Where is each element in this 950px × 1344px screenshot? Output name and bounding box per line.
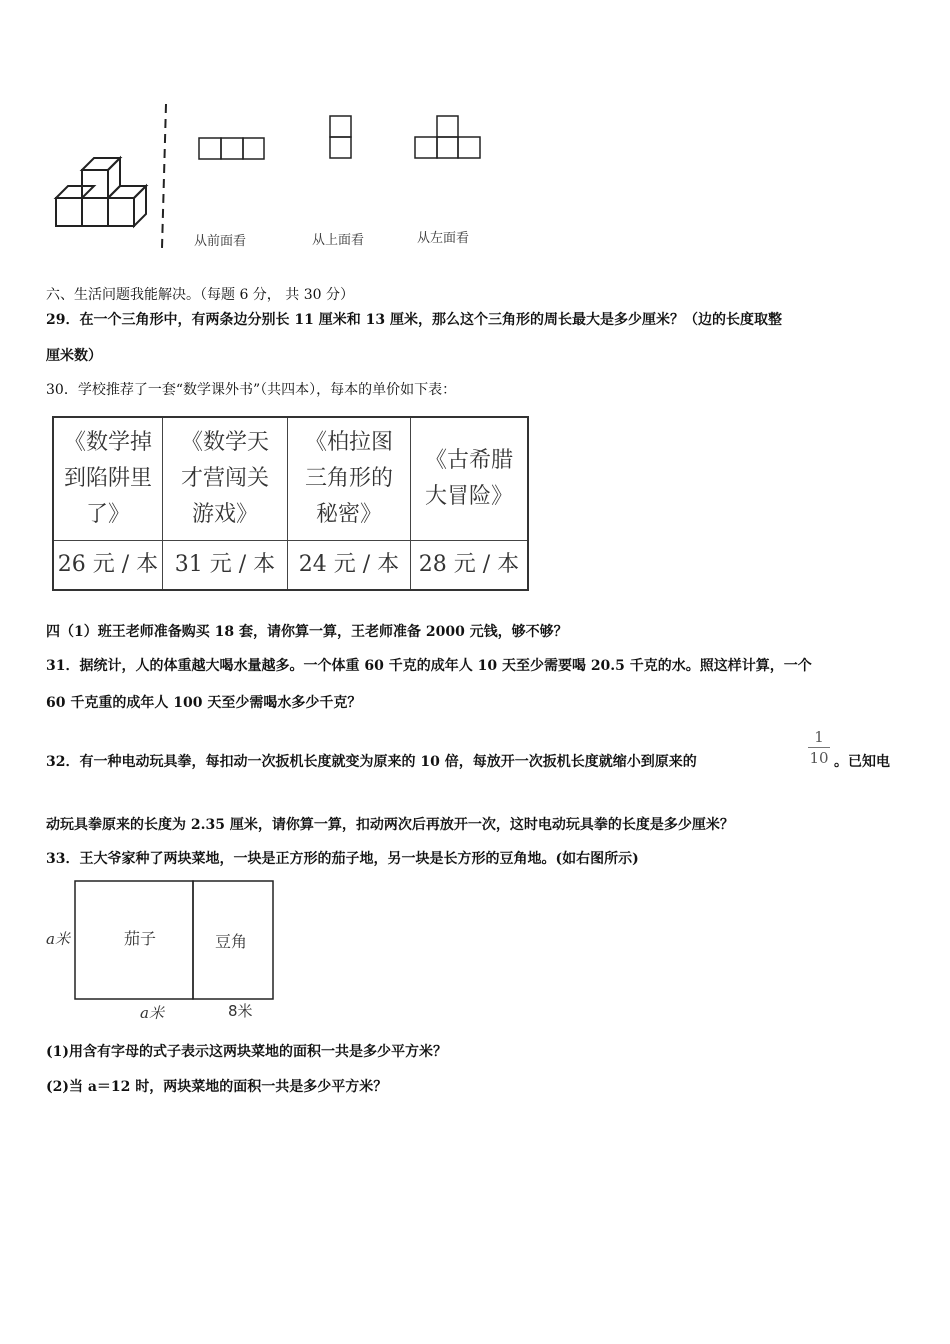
q32-line1-b: 。已知电 bbox=[834, 754, 890, 770]
top-view-shape bbox=[330, 116, 351, 158]
q32-line2: 动玩具拳原来的长度为 2.35 厘米，请你算一算，扣动两次后再放开一次，这时电动玩具拳的长度是多少厘米？ bbox=[46, 817, 734, 833]
q33-line1: 33．王大爷家种了两块菜地，一块是正方形的茄子地，另一块是长方形的豆角地。(如右图所示) bbox=[46, 851, 639, 867]
book3-line1: 《柏拉图 bbox=[304, 430, 393, 455]
price-cell: 24 元 / 本 bbox=[288, 541, 411, 591]
left-view-caption: 从左面看 bbox=[417, 231, 470, 246]
q32-line1-a: 32．有一种电动玩具拳，每扣动一次扳机长度就变为原来的 10 倍，每放开一次扳机长度就缩小到原来的 bbox=[46, 754, 697, 770]
book-name-cell bbox=[288, 417, 411, 541]
q31-line2: 60 千克重的成年人 100 天至少需喝水多少千克？ bbox=[46, 695, 362, 711]
book1-line3: 了》 bbox=[85, 502, 130, 527]
book1-line2: 到陷阱里 bbox=[63, 466, 152, 491]
book2-line1: 《数学天 bbox=[180, 430, 269, 455]
book3-line3: 秘密》 bbox=[315, 502, 382, 527]
q33-sub1: (1)用含有字母的式子表示这两块菜地的面积一共是多少平方米？ bbox=[46, 1044, 447, 1060]
fraction-one-tenth bbox=[808, 728, 830, 767]
price-cell: 26 元 / 本 bbox=[53, 541, 163, 591]
book-names-row bbox=[53, 417, 528, 541]
diagram-left-label: a米 bbox=[46, 930, 70, 948]
front-view-caption: 从前面看 bbox=[194, 234, 247, 249]
q33-sub2: (2)当 a＝12 时，两块菜地的面积一共是多少平方米？ bbox=[46, 1079, 388, 1095]
q31-line1: 31．据统计，人的体重越大喝水量越多。一个体重 60 千克的成年人 10 天至少需要喝 20.5 千克的水。照这样计算，一个 bbox=[46, 658, 812, 674]
cube-stack bbox=[56, 158, 146, 226]
section-heading: 六、生活问题我能解决。（每题 6 分， 共 30 分） bbox=[46, 287, 354, 303]
book1-line1: 《数学掉 bbox=[63, 430, 152, 455]
diagram-bottom-8-label: 8米 bbox=[228, 1002, 253, 1020]
book-prices-row bbox=[53, 541, 528, 591]
fraction-denominator: 10 bbox=[809, 749, 829, 767]
book3-line2: 三角形的 bbox=[304, 466, 393, 491]
q30-question: 四（1）班王老师准备购买 18 套，请你算一算，王老师准备 2000 元钱，够不够？ bbox=[46, 624, 568, 640]
diagram-bottom-a-label: a米 bbox=[140, 1004, 164, 1022]
price-cell: 31 元 / 本 bbox=[163, 541, 288, 591]
book2-line2: 才营闯关 bbox=[180, 466, 269, 491]
front-view-shape bbox=[199, 138, 264, 159]
top-view-caption: 从上面看 bbox=[312, 233, 365, 248]
dashed-divider bbox=[162, 104, 166, 248]
book-name-cell bbox=[53, 417, 163, 541]
book2-line3: 游戏》 bbox=[191, 502, 258, 527]
left-view-shape bbox=[415, 116, 480, 158]
fraction-numerator: 1 bbox=[814, 728, 824, 746]
book4-line2: 大冒险》 bbox=[424, 484, 513, 509]
q29-line1: 29．在一个三角形中，有两条边分别长 11 厘米和 13 厘米，那么这个三角形的周长最大是多少厘米？（边的长度取整 bbox=[46, 312, 782, 328]
q30-line1: 30．学校推荐了一套“数学课外书”（共四本），每本的单价如下表： bbox=[46, 382, 457, 398]
book-name-cell bbox=[411, 417, 529, 541]
book4-line1: 《古希腊 bbox=[424, 448, 513, 473]
q29-line2: 厘米数） bbox=[46, 348, 102, 364]
book-name-cell bbox=[163, 417, 288, 541]
book-price-table bbox=[52, 416, 529, 591]
price-cell: 28 元 / 本 bbox=[411, 541, 529, 591]
diagram-eggplant-label: 茄子 bbox=[124, 929, 157, 948]
diagram-bean-label: 豆角 bbox=[215, 932, 248, 951]
